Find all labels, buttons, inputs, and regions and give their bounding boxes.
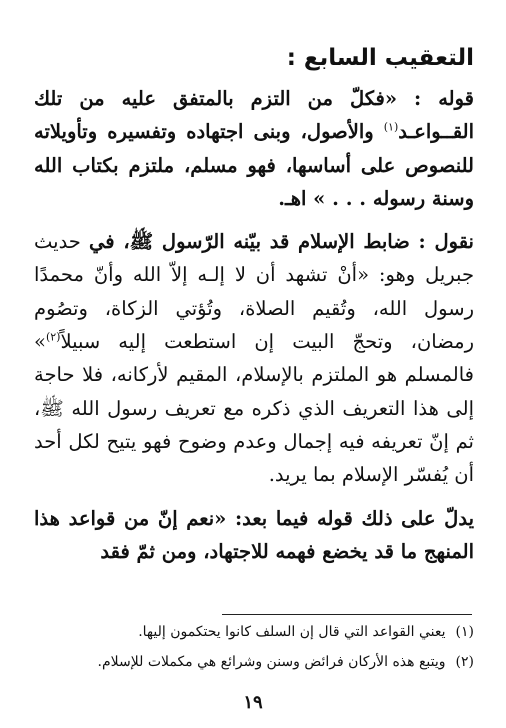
paragraph-quote <box>34 82 474 215</box>
footnote-ref-1: (١) <box>383 120 399 134</box>
paragraph-response-text-b: » فالمسلم هو الملتزم بالإسلام، المقيم لأركانه، فلا حاجة إلى هذا التعريف الذي ذكره مع تعريف رسول الله ﷺ، ثم إنّ تعريفه فيه إجمال وعدم وضوح فهو يتيح لكل أحد أن يُفسّر الإسلام بما يريد. <box>34 330 474 487</box>
page-body <box>34 38 474 568</box>
footnote-1 <box>34 620 474 644</box>
footnote-2-number: (٢) <box>455 654 474 670</box>
paragraph-quote-text-b: والأصول، وبنى اجتهاده وتفسيره وتأويلاته للنصوص على أساسها، فهو مسلم، ملتزم بكتاب الله وسنة رسوله . . . » اهـ. <box>34 120 474 210</box>
footnote-1-number: (١) <box>455 624 474 640</box>
footnote-2 <box>34 650 474 674</box>
paragraph-response <box>34 225 474 491</box>
footnote-2-text: ويتبع هذه الأركان فرائض وسنن وشرائع هي مكملات للإسلام. <box>97 654 446 670</box>
paragraph-response-text-a: حديث جبريل وهو: «أنْ تشهد أن لا إلـه إلاّ الله وأنّ محمدًا رسول الله، وتُقيم الصلاة، وتُؤتي الزكاة، وتصُوم رمضان، وتحجّ البيت إن استطعت إليه سبيلاً <box>34 230 474 354</box>
page-number: ١٩ <box>243 692 263 713</box>
footnotes <box>34 620 474 680</box>
paragraph-response-lead: نقول : ضابط الإسلام قد بيّنه الرّسول ﷺ، في <box>89 230 474 254</box>
section-heading: التعقيب السابع : <box>286 45 474 71</box>
footnote-divider <box>222 614 472 615</box>
footnote-ref-2: (٢) <box>45 330 61 344</box>
paragraph-continuation: يدلّ على ذلك قوله فيما بعد: «نعم إنّ من قواعد هذا المنهج ما قد يخضع فهمه للاجتهاد، ومن ثمّ فقد <box>34 506 474 563</box>
paragraph-quote-text-a: قوله : «فكلّ من التزم بالمتفق عليه من تلك القــواعـد <box>34 87 474 144</box>
footnote-1-text: يعني القواعد التي قال إن السلف كانوا يحتكمون إليها. <box>138 624 446 640</box>
